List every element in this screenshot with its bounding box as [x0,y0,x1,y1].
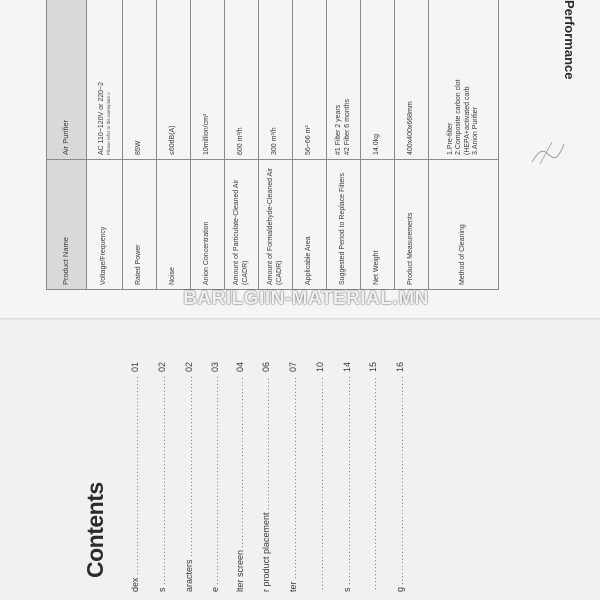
toc-leader-dots: ......................................................... [130,375,140,575]
row-value-text: 56~66 m² [305,125,313,155]
toc-leader-dots: ............................................................. [315,376,325,590]
toc-entry [286,362,300,592]
toc-page-number: 10 [315,362,325,372]
watermark: BARILGIIN-MATERIAL.MN [183,288,429,309]
toc-entry [393,362,407,592]
toc-page-number: 01 [130,362,140,372]
contents-title: Contents [82,482,108,578]
row-label: Method of Cleaning [429,160,499,290]
toc-entry-text: dex [130,577,140,592]
toc-page-number: 15 [368,362,378,372]
row-label: Anion Concentration [191,160,225,290]
pen-mark [528,138,568,168]
table-row [395,0,429,290]
row-value [395,0,429,160]
row-label: Noise [157,160,191,290]
toc-leader-dots: ............................................................. [368,376,378,590]
row-label: Product Measurements [395,160,429,290]
toc-page-number: 03 [210,362,220,372]
toc-page-number: 02 [157,362,167,372]
row-value-text: 10million/cm³ [203,113,211,155]
row-value-text: #1 Filter 2 years #2 Filter 6 months [335,98,351,155]
table-row [225,0,259,290]
toc-entry-text: s [342,587,352,592]
row-value-text: 600 m³/h [237,127,245,155]
row-value [293,0,327,160]
header-label: Product Name [47,160,87,290]
table-row [191,0,225,290]
toc-page-number: 06 [261,362,271,372]
row-value-text: 300 m³/h [271,127,279,155]
toc-page-number: 14 [342,362,352,372]
page-fold [0,318,600,320]
toc-page-number: 16 [395,362,405,372]
toc-entry [208,362,222,592]
row-label: Voltage/Frequency [87,160,123,290]
row-value [191,0,225,160]
toc-leader-dots: .................................................... [184,374,194,557]
row-value-text: 14.0kg [373,133,381,155]
row-value [327,0,361,160]
row-value [157,0,191,160]
toc-page-number: 02 [184,362,194,372]
toc-page-number: 04 [235,362,245,372]
row-note: Please refer to the nameplate o [105,92,111,155]
row-value-text: 1.Pre-filter 2.Composite carbon clot (HEPA+activated carb 3.Anion Purifier [447,79,479,155]
toc-leader-dots: ............................................................ [395,374,405,585]
row-value-text: 85W [135,140,143,155]
toc-entry-text: r product placement [261,512,271,592]
table-row [123,0,157,290]
toc-entry [313,362,327,592]
toc-entry [259,362,273,592]
row-value-text: 400x400x668mm [407,101,415,155]
row-value [259,0,293,160]
performance-table [46,0,499,290]
table-row [87,0,123,290]
toc-entry [340,362,354,592]
toc-entry [155,362,169,592]
table-row [361,0,395,290]
row-label: Amount of Particulate-Cleaned Air (CADR) [225,160,259,290]
toc-entry [128,362,142,592]
performance-title: Performance [562,0,577,80]
row-value [87,0,123,160]
row-label: Rated Power [123,160,157,290]
toc-entry-text: aracters [184,559,194,592]
row-value-text: ≤60dB(A) [169,125,177,155]
table-header-row [47,0,87,290]
toc-entry-text: s [157,587,167,592]
row-value-text: AC 110~120V or 220~2 [97,81,105,155]
row-label: Applicable Area [293,160,327,290]
toc-entry [233,362,247,592]
header-value: Air Purifier [47,0,87,160]
toc-page-number: 07 [288,362,298,372]
table-row [259,0,293,290]
toc-leader-dots: .......................................................... [288,375,298,579]
toc-leader-dots: ............................................................ [210,374,220,585]
toc-entry [182,362,196,592]
row-value [429,0,499,160]
toc-entry-text: lter screen [235,549,245,592]
row-label: Suggested Period to Replace Filters [327,160,361,290]
row-value [123,0,157,160]
row-label: Net Weight [361,160,395,290]
toc-entry-text: g [395,586,405,592]
toc-entry [366,362,380,592]
table-row [327,0,361,290]
table-row [293,0,327,290]
row-label: Amount of Formaldehyde-Cleaned Air (CADR) [259,160,293,290]
toc-leader-dots: ............................................................ [342,374,352,585]
toc-leader-dots: ...................................... [261,376,271,510]
toc-entry-text: e [210,586,220,592]
toc-entry-text: ter [288,581,298,592]
toc-leader-dots: ............................................................ [157,374,167,585]
table-row [429,0,499,290]
table-row [157,0,191,290]
toc-leader-dots: ................................................. [235,376,245,548]
row-value [361,0,395,160]
row-value [225,0,259,160]
